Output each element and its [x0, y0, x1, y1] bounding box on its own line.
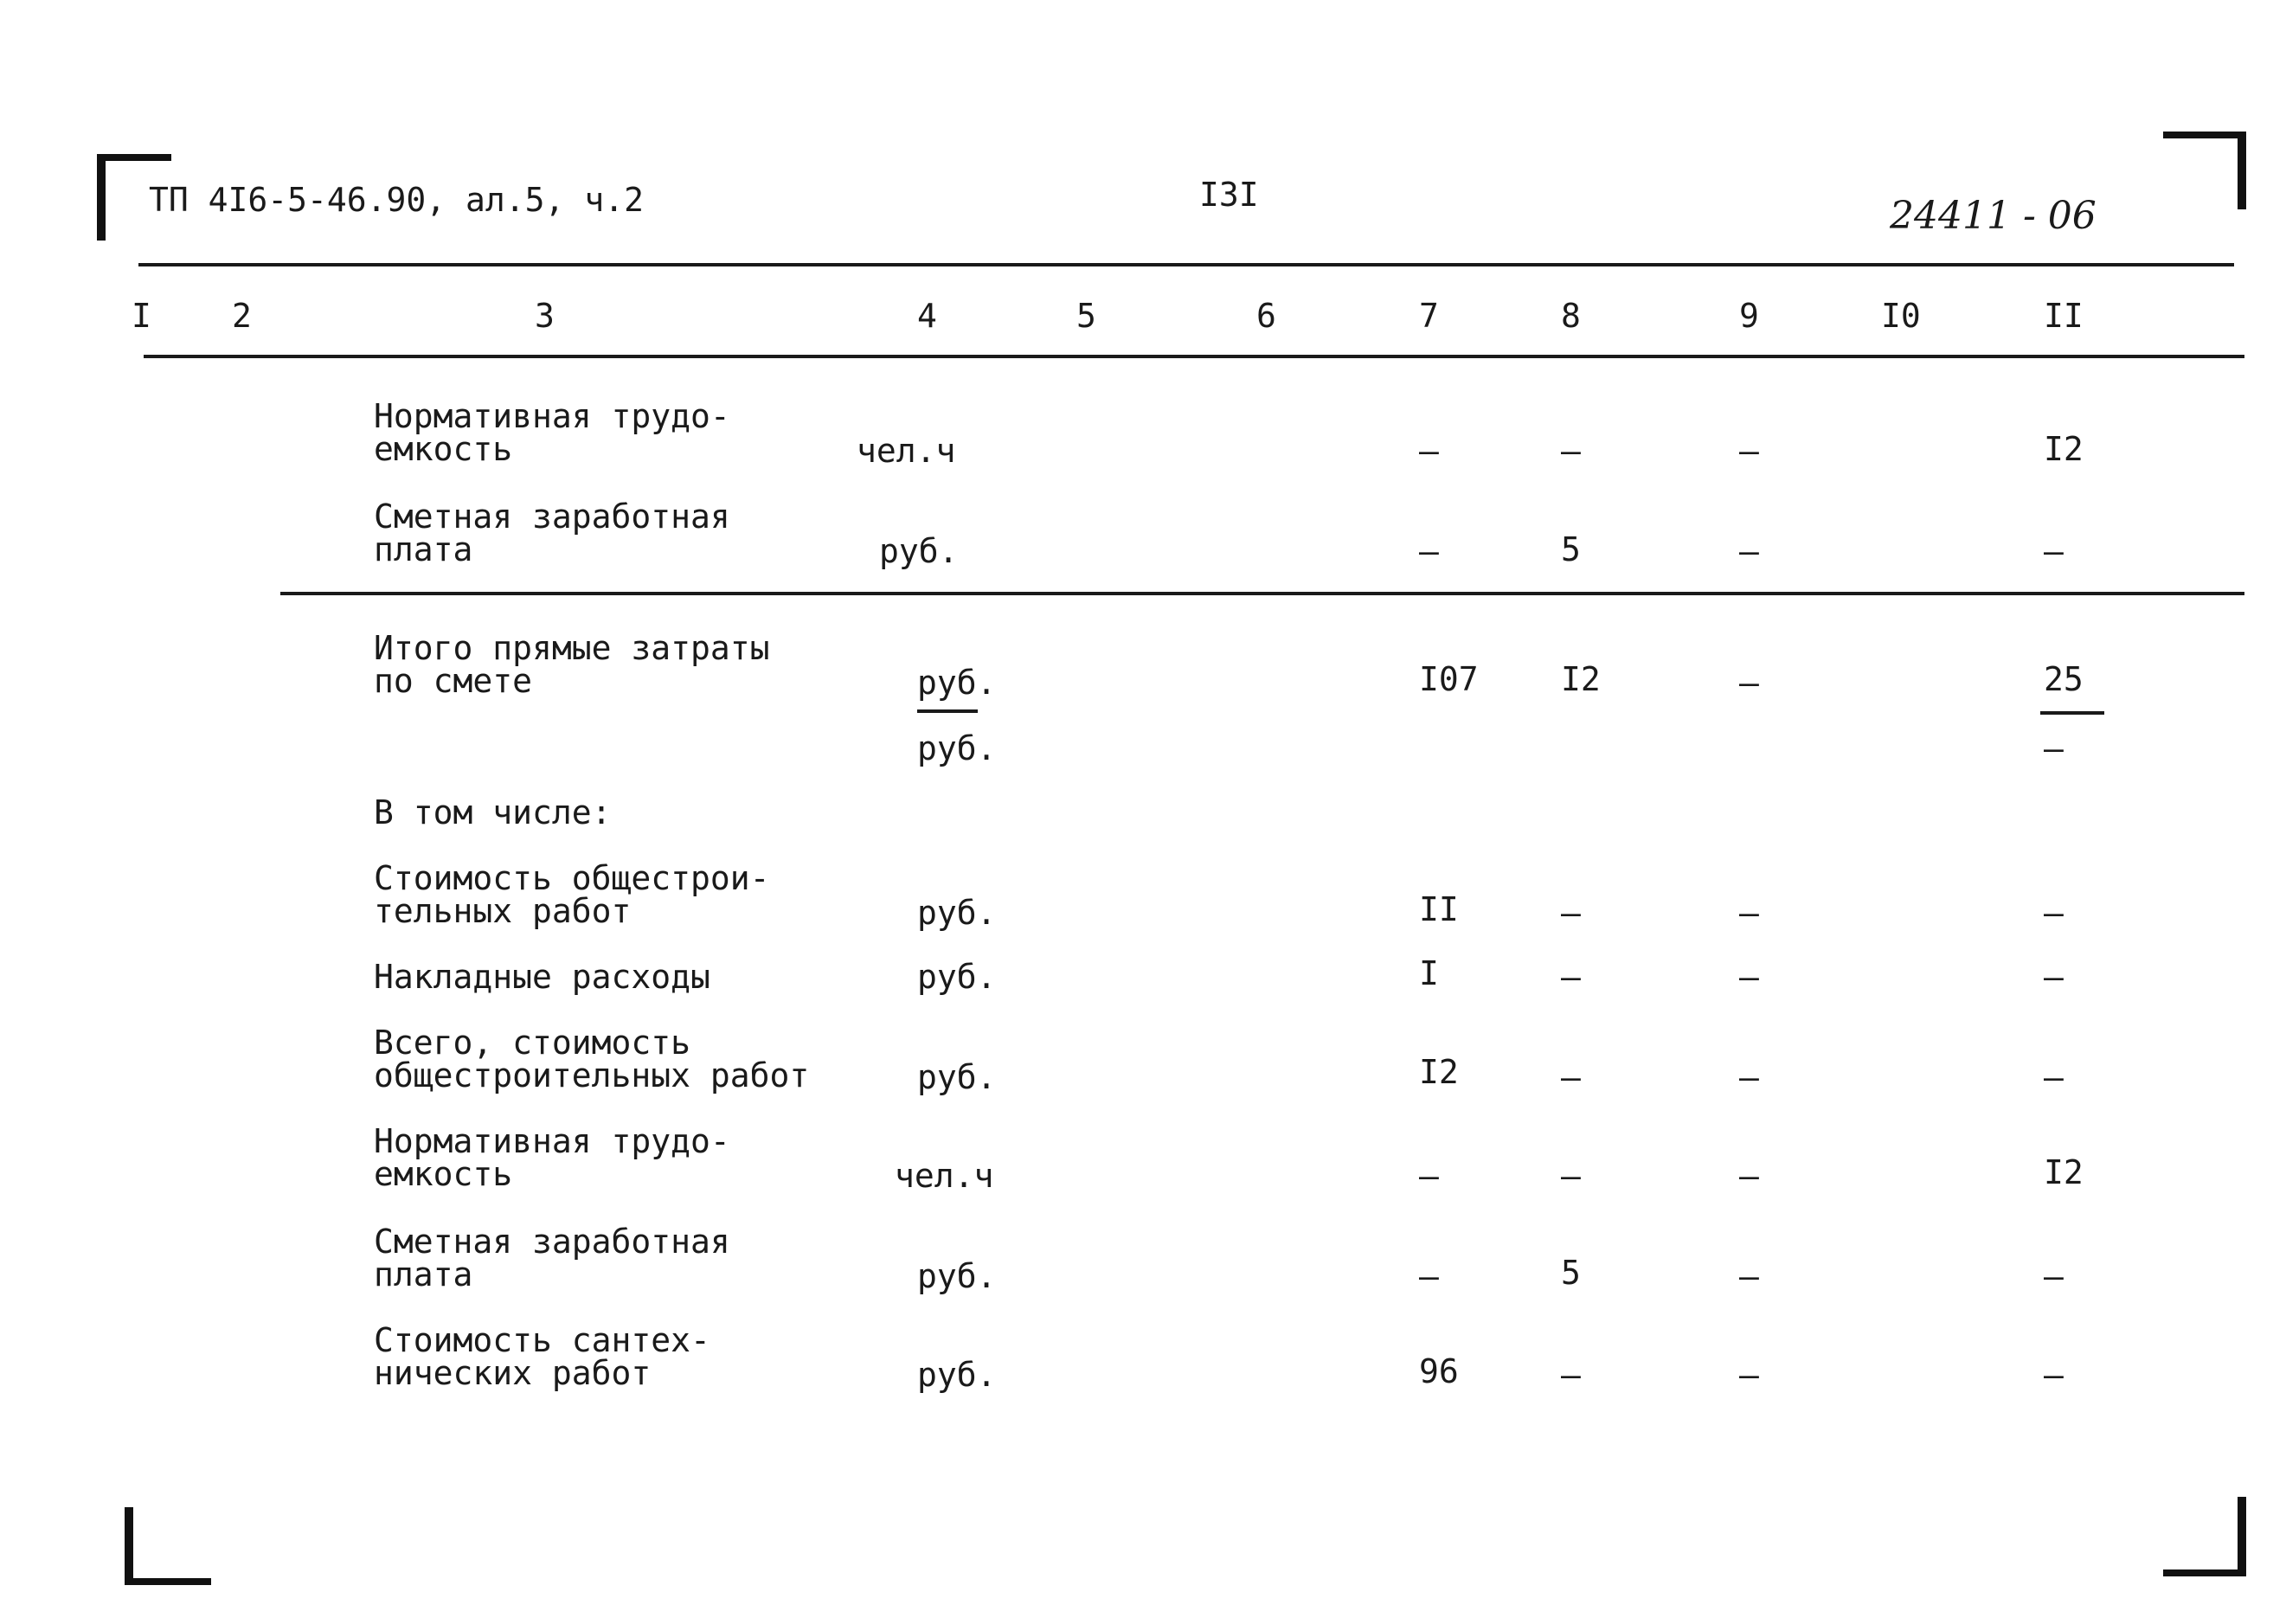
- row-unit: руб.: [917, 1257, 997, 1295]
- row-col7: –: [1419, 1257, 1439, 1295]
- corner-mark-top-left: [97, 154, 106, 241]
- row-col7: I2: [1419, 1053, 1459, 1091]
- row-col9: –: [1739, 1257, 1759, 1295]
- row-col8: –: [1561, 1157, 1581, 1195]
- row-col7: –: [1419, 432, 1439, 470]
- row-col9: –: [1739, 1157, 1759, 1195]
- row-col11: –: [2044, 532, 2064, 570]
- row-col8: –: [1561, 1356, 1581, 1394]
- row-col8: I2: [1561, 660, 1601, 698]
- row-col11: –: [2044, 1058, 2064, 1096]
- header-bottom-rule: [144, 355, 2244, 358]
- corner-mark-top-right-bar: [2163, 132, 2246, 138]
- corner-mark-bottom-right: [2238, 1497, 2246, 1576]
- column-header-7: 7: [1419, 297, 1439, 335]
- row-col8: 5: [1561, 530, 1581, 568]
- row-label-line1: Накладные расходы: [374, 958, 710, 996]
- row-label-line1: Стоимость сантех-: [374, 1321, 710, 1359]
- column-header-4: 4: [917, 297, 937, 335]
- corner-mark-bottom-right-bar: [2163, 1569, 2246, 1576]
- row-unit: руб.: [917, 1058, 997, 1096]
- row-col9: –: [1739, 532, 1759, 570]
- row-col7: I07: [1419, 660, 1479, 698]
- row-col8: –: [1561, 1058, 1581, 1096]
- unit-fraction-line: [917, 709, 978, 713]
- row-label-line2: общестроительных работ: [374, 1056, 810, 1094]
- row-label-line1: Сметная заработная: [374, 497, 730, 536]
- row-label-line2: емкость: [374, 1155, 513, 1193]
- row-label-line2: тельных работ: [374, 892, 632, 930]
- column-header-5: 5: [1076, 297, 1096, 335]
- row-label-line1: Сметная заработная: [374, 1223, 730, 1261]
- row-col8: –: [1561, 958, 1581, 996]
- row-col11: –: [2044, 894, 2064, 932]
- corner-mark-top-left-bar: [97, 154, 171, 161]
- row-label-line2: по смете: [374, 662, 533, 700]
- row-col11: –: [2044, 1257, 2064, 1295]
- row-unit: руб.: [917, 664, 997, 702]
- col11-fraction-line: [2040, 711, 2104, 715]
- row-col11: –: [2044, 1356, 2064, 1394]
- row-label-line1: Итого прямые затраты: [374, 629, 770, 667]
- row-label-line1: Стоимость общестрои-: [374, 859, 770, 897]
- row-col9: –: [1739, 1058, 1759, 1096]
- row-label-line2: плата: [374, 1255, 473, 1293]
- row-label-line1: Всего, стоимость: [374, 1024, 691, 1062]
- column-header-2: 2: [232, 297, 252, 335]
- row-col8: –: [1561, 432, 1581, 470]
- header-top-rule: [138, 263, 2234, 266]
- column-header-10: I0: [1881, 297, 1921, 335]
- column-header-8: 8: [1561, 297, 1581, 335]
- column-header-11: II: [2044, 297, 2084, 335]
- row-label-line2: емкость: [374, 430, 513, 468]
- row-col8: 5: [1561, 1254, 1581, 1292]
- corner-mark-bottom-left-bar: [125, 1578, 211, 1585]
- column-header-9: 9: [1739, 297, 1759, 335]
- row-col11: 25: [2044, 660, 2084, 698]
- row-col9: –: [1739, 958, 1759, 996]
- row-unit: руб.: [917, 958, 997, 996]
- row-col7: II: [1419, 890, 1459, 928]
- row-col7: –: [1419, 1157, 1439, 1195]
- corner-mark-top-right: [2238, 132, 2246, 209]
- row-col9: –: [1739, 664, 1759, 702]
- corner-mark-bottom-left: [125, 1507, 133, 1585]
- column-header-1: I: [132, 297, 151, 335]
- row-col11: –: [2044, 958, 2064, 996]
- section-separator-rule: [280, 592, 2244, 595]
- row-unit: руб.: [917, 894, 997, 932]
- row-col11: I2: [2044, 430, 2084, 468]
- row-unit: руб.: [879, 532, 959, 570]
- row-col9: –: [1739, 432, 1759, 470]
- row-label-line2: плата: [374, 530, 473, 568]
- row-unit: руб.: [917, 729, 997, 767]
- row-col9: –: [1739, 894, 1759, 932]
- row-unit: чел.ч: [895, 1157, 994, 1195]
- column-header-3: 3: [535, 297, 555, 335]
- row-col7: 96: [1419, 1352, 1459, 1390]
- row-unit: чел.ч: [857, 432, 956, 470]
- page-number: I3I: [1199, 176, 1259, 214]
- section-label-including: В том числе:: [374, 793, 612, 831]
- document-reference: ТП 4I6-5-46.90, ал.5, ч.2: [149, 181, 644, 219]
- row-col11: I2: [2044, 1153, 2084, 1191]
- row-col7: I: [1419, 954, 1439, 992]
- row-col8: –: [1561, 894, 1581, 932]
- row-label-line1: Нормативная трудо-: [374, 1122, 730, 1160]
- row-col7: –: [1419, 532, 1439, 570]
- row-col11: –: [2044, 729, 2064, 767]
- column-header-6: 6: [1256, 297, 1276, 335]
- row-label-line1: Нормативная трудо-: [374, 397, 730, 435]
- row-unit: руб.: [917, 1356, 997, 1394]
- handwritten-stamp: 24411 - 06: [1890, 194, 2097, 238]
- row-label-line2: нических работ: [374, 1354, 652, 1392]
- row-col9: –: [1739, 1356, 1759, 1394]
